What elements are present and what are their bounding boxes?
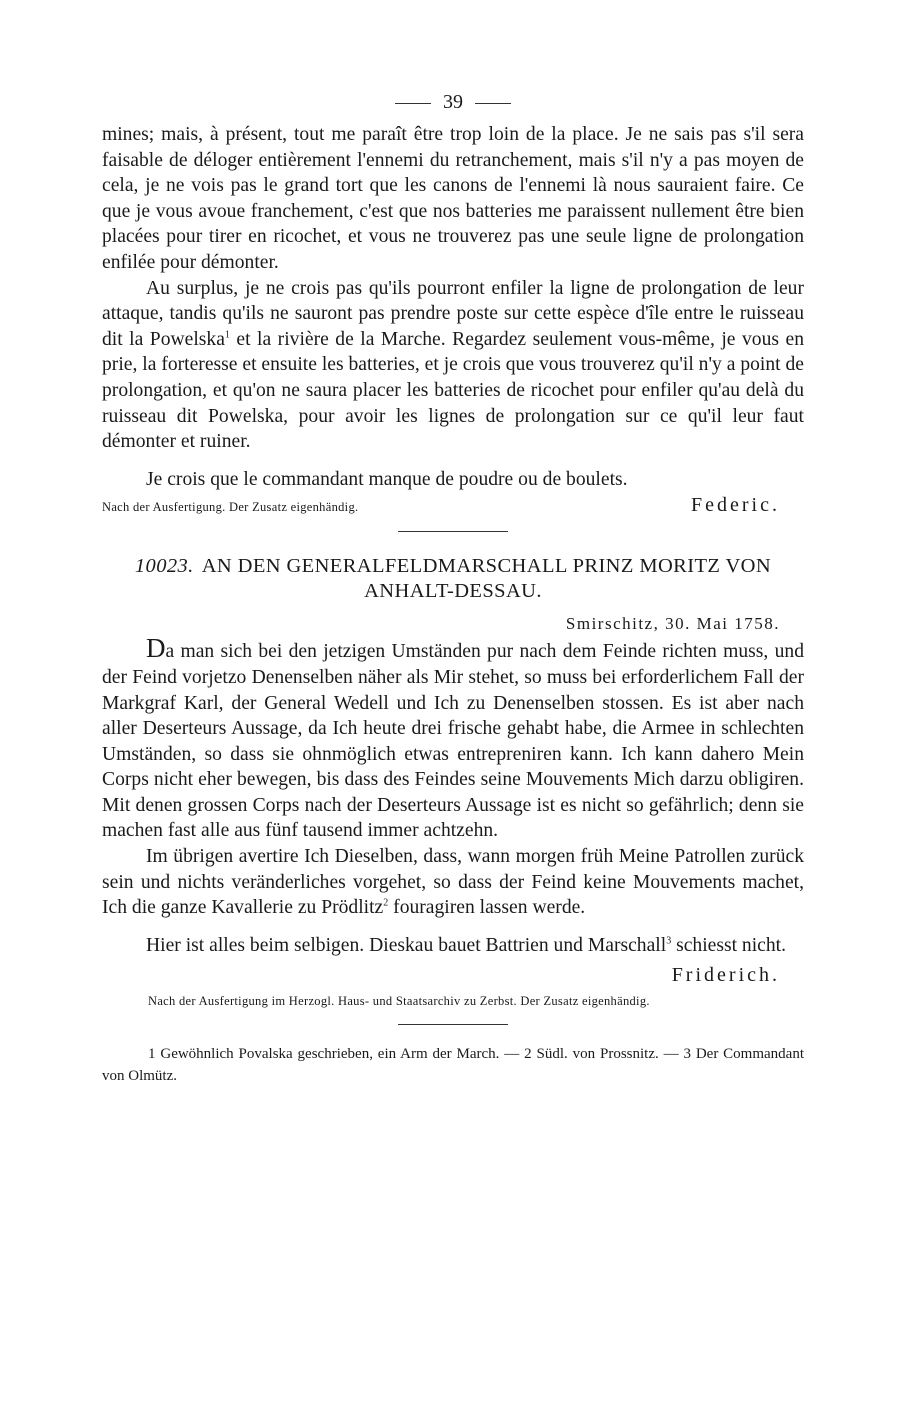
footnotes: 1 Gewöhnlich Povalska geschrieben, ein Arm der March. — 2 Südl. von Prossnitz. — 3 Der Commandant von Olmütz.	[102, 1046, 804, 1085]
spacer	[102, 921, 804, 933]
letter-b-signature: Friderich.	[671, 964, 780, 987]
letter-a-source-note: Nach der Ausfertigung. Der Zusatz eigenhändig.	[102, 500, 359, 515]
page-number-dash-left	[395, 103, 431, 104]
letter-a-paragraph-1: mines; mais, à présent, tout me paraît être trop loin de la place. Je ne sais pas s'il sera faisable de déloger entièrement l'ennemi du retranchement, mais s'il n'y a pas moyen de cela, je ne vois pas le grand tort que les canons de l'ennemi là nous sauraient faire. Ce que je vous avoue franchement, c'est que nos batteries me paraissent nullement être bien placées pour tirer en ricochet, et vous ne trouverez pas une seule ligne de prolongation enfilée pour démonter.	[102, 124, 804, 273]
letter-a-paragraph-2: Au surplus, je ne crois pas qu'ils pourront enfiler la ligne de prolongation de leur attaque, tandis qu'ils ne sauront pas prendre poste sur cette espèce d'île entre le ruisseau dit la Powelska$^1$ et la rivière de la Marche. Regardez seulement vous-même, je vous en prie, la forteresse et ensuite les batteries, et je crois que vous trouverez qu'il n'y a point de prolongation, et qu'on ne saura placer les batteries de ricochet pour enfiler qu'au delà du ruisseau dit Powelska, pour avoir les lignes de prolongation sur ce qu'il leur faut démonter et ruiner.	[102, 277, 804, 453]
section-divider	[398, 531, 508, 532]
letter-b-source-note: Nach der Ausfertigung im Herzogl. Haus- und Staatsarchiv zu Zerbst. Der Zusatz eigenhändig.	[148, 994, 650, 1009]
letter-number: 10023.	[134, 555, 194, 578]
letter-b-paragraph-2: Im übrigen avertire Ich Dieselben, dass, wann morgen früh Meine Patrollen zurück sein und nichts veränderliches vorgehet, so dass der Feind keine Mouvements machet, Ich die ganze Kavallerie zu Prödlitz$^2$ fouragiren lassen werde.	[102, 846, 804, 919]
footnote-ref-1: 1	[224, 329, 230, 341]
spacer	[102, 455, 804, 467]
drop-cap: D	[146, 633, 166, 664]
letter-b-paragraph-3: Hier ist alles beim selbigen. Dieskau bauet Battrien und Marschall$^3$ schiesst nicht.	[146, 934, 787, 956]
page-number: 39	[102, 88, 804, 116]
footnote-ref-3: 3	[666, 935, 672, 947]
letter-b-dateline: Smirschitz, 30. Mai 1758.	[565, 614, 780, 634]
letter-b-heading: 10023. AN DEN GENERALFELDMARSCHALL PRINZ MORITZ VON ANHALT-DESSAU.	[134, 555, 772, 603]
letter-a-postscript: Je crois que le commandant manque de poudre ou de boulets.	[146, 468, 628, 490]
letter-b-paragraph-1: Da man sich bei den jetzigen Umständen pur nach dem Feinde richten muss, und der Feind vorjetzo Denenselben näher als Mir stehet, so muss bei erforderlichem Fall der Markgraf Karl, der General Wedell und Ich zu Denenselben stossen. Es ist aber nach aller Deserteurs Aussage, da Ich heute drei frische gehabt habe, die Armee in schlechten Umständen, so dass sie ohnmöglich etwas entrepreniren kann. Ich kann dahero Mein Corps nicht eher bewegen, bis dass des Feindes seine Mouvements Mich darzu obligiren. Mit denen grossen Corps nach der Deserteurs Aussage ist es nicht so gefährlich; denn sie machen fast alle aus fünf tausend immer achtzehn.	[102, 633, 804, 842]
page-number-dash-right	[475, 103, 511, 104]
letter-a-footer	[102, 494, 804, 517]
footnote-ref-2: 2	[383, 897, 389, 909]
footnote-divider	[398, 1024, 508, 1025]
document-page	[102, 88, 804, 1087]
letter-a-signature: Federic.	[691, 494, 780, 517]
